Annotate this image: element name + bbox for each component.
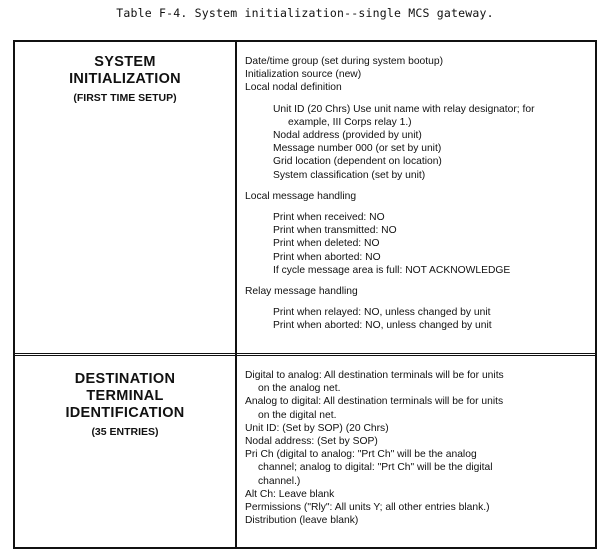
destination-terminal-row bbox=[15, 356, 595, 547]
system-initialization-details bbox=[245, 55, 590, 333]
destination-terminal-details bbox=[245, 369, 590, 527]
detail-line: Grid location (dependent on location) bbox=[273, 156, 442, 168]
detail-line: Unit ID: (Set by SOP) (20 Chrs) bbox=[245, 422, 389, 434]
detail-line: Print when transmitted: NO bbox=[273, 225, 397, 237]
detail-line: Print when aborted: NO, unless changed by unit bbox=[273, 320, 492, 332]
detail-line: Local message handling bbox=[245, 190, 357, 202]
detail-line: Permissions ("Rly": All units Y; all other entries blank.) bbox=[245, 502, 490, 514]
heading-line: TERMINAL bbox=[86, 388, 164, 404]
destination-terminal-heading bbox=[15, 371, 235, 440]
heading-line: IDENTIFICATION bbox=[65, 405, 185, 421]
detail-line: Digital to analog: All destination terminals will be for units bbox=[245, 370, 504, 381]
detail-line: Unit ID (20 Chrs) Use unit name with relay designator; for bbox=[273, 103, 535, 115]
detail-line: Print when aborted: NO bbox=[273, 251, 381, 263]
detail-line: Nodal address (provided by unit) bbox=[273, 130, 422, 142]
detail-line: Nodal address: (Set by SOP) bbox=[245, 436, 378, 448]
detail-line: channel.) bbox=[258, 475, 301, 487]
detail-line: Distribution (leave blank) bbox=[245, 515, 359, 527]
detail-line: Pri Ch (digital to analog: "Prt Ch" will be the analog bbox=[245, 449, 477, 461]
detail-line: Print when deleted: NO bbox=[273, 238, 380, 250]
detail-line: channel; analog to digital: "Prt Ch" will be the digital bbox=[258, 462, 493, 474]
system-initialization-heading bbox=[15, 54, 235, 106]
heading-line: SYSTEM bbox=[94, 54, 156, 70]
detail-line: If cycle message area is full: NOT ACKNOWLEDGE bbox=[273, 264, 511, 276]
detail-line: Print when relayed: NO, unless changed by unit bbox=[273, 307, 491, 319]
detail-line: Message number 000 (or set by unit) bbox=[273, 143, 442, 155]
system-initialization-row bbox=[15, 42, 595, 354]
detail-line: Date/time group (set during system bootup) bbox=[245, 56, 444, 67]
detail-line: Relay message handling bbox=[245, 286, 358, 298]
detail-line: example, III Corps relay 1.) bbox=[288, 116, 412, 128]
initialization-table bbox=[13, 40, 597, 549]
heading-subtitle: (FIRST TIME SETUP) bbox=[73, 92, 177, 104]
detail-line: Print when received: NO bbox=[273, 212, 385, 224]
detail-line: on the analog net. bbox=[258, 383, 341, 395]
detail-line: Alt Ch: Leave blank bbox=[245, 488, 335, 500]
table-title: Table F-4. System initialization--single MCS gateway. bbox=[116, 6, 494, 20]
detail-line: Local nodal definition bbox=[245, 82, 342, 94]
detail-line: Analog to digital: All destination terminals will be for units bbox=[245, 396, 504, 408]
detail-line: System classification (set by unit) bbox=[273, 169, 426, 181]
detail-line: Initialization source (new) bbox=[245, 69, 362, 81]
heading-line: DESTINATION bbox=[74, 371, 176, 387]
heading-line: INITIALIZATION bbox=[69, 71, 181, 87]
heading-subtitle: (35 ENTRIES) bbox=[91, 426, 159, 438]
detail-line: on the digital net. bbox=[258, 409, 337, 421]
